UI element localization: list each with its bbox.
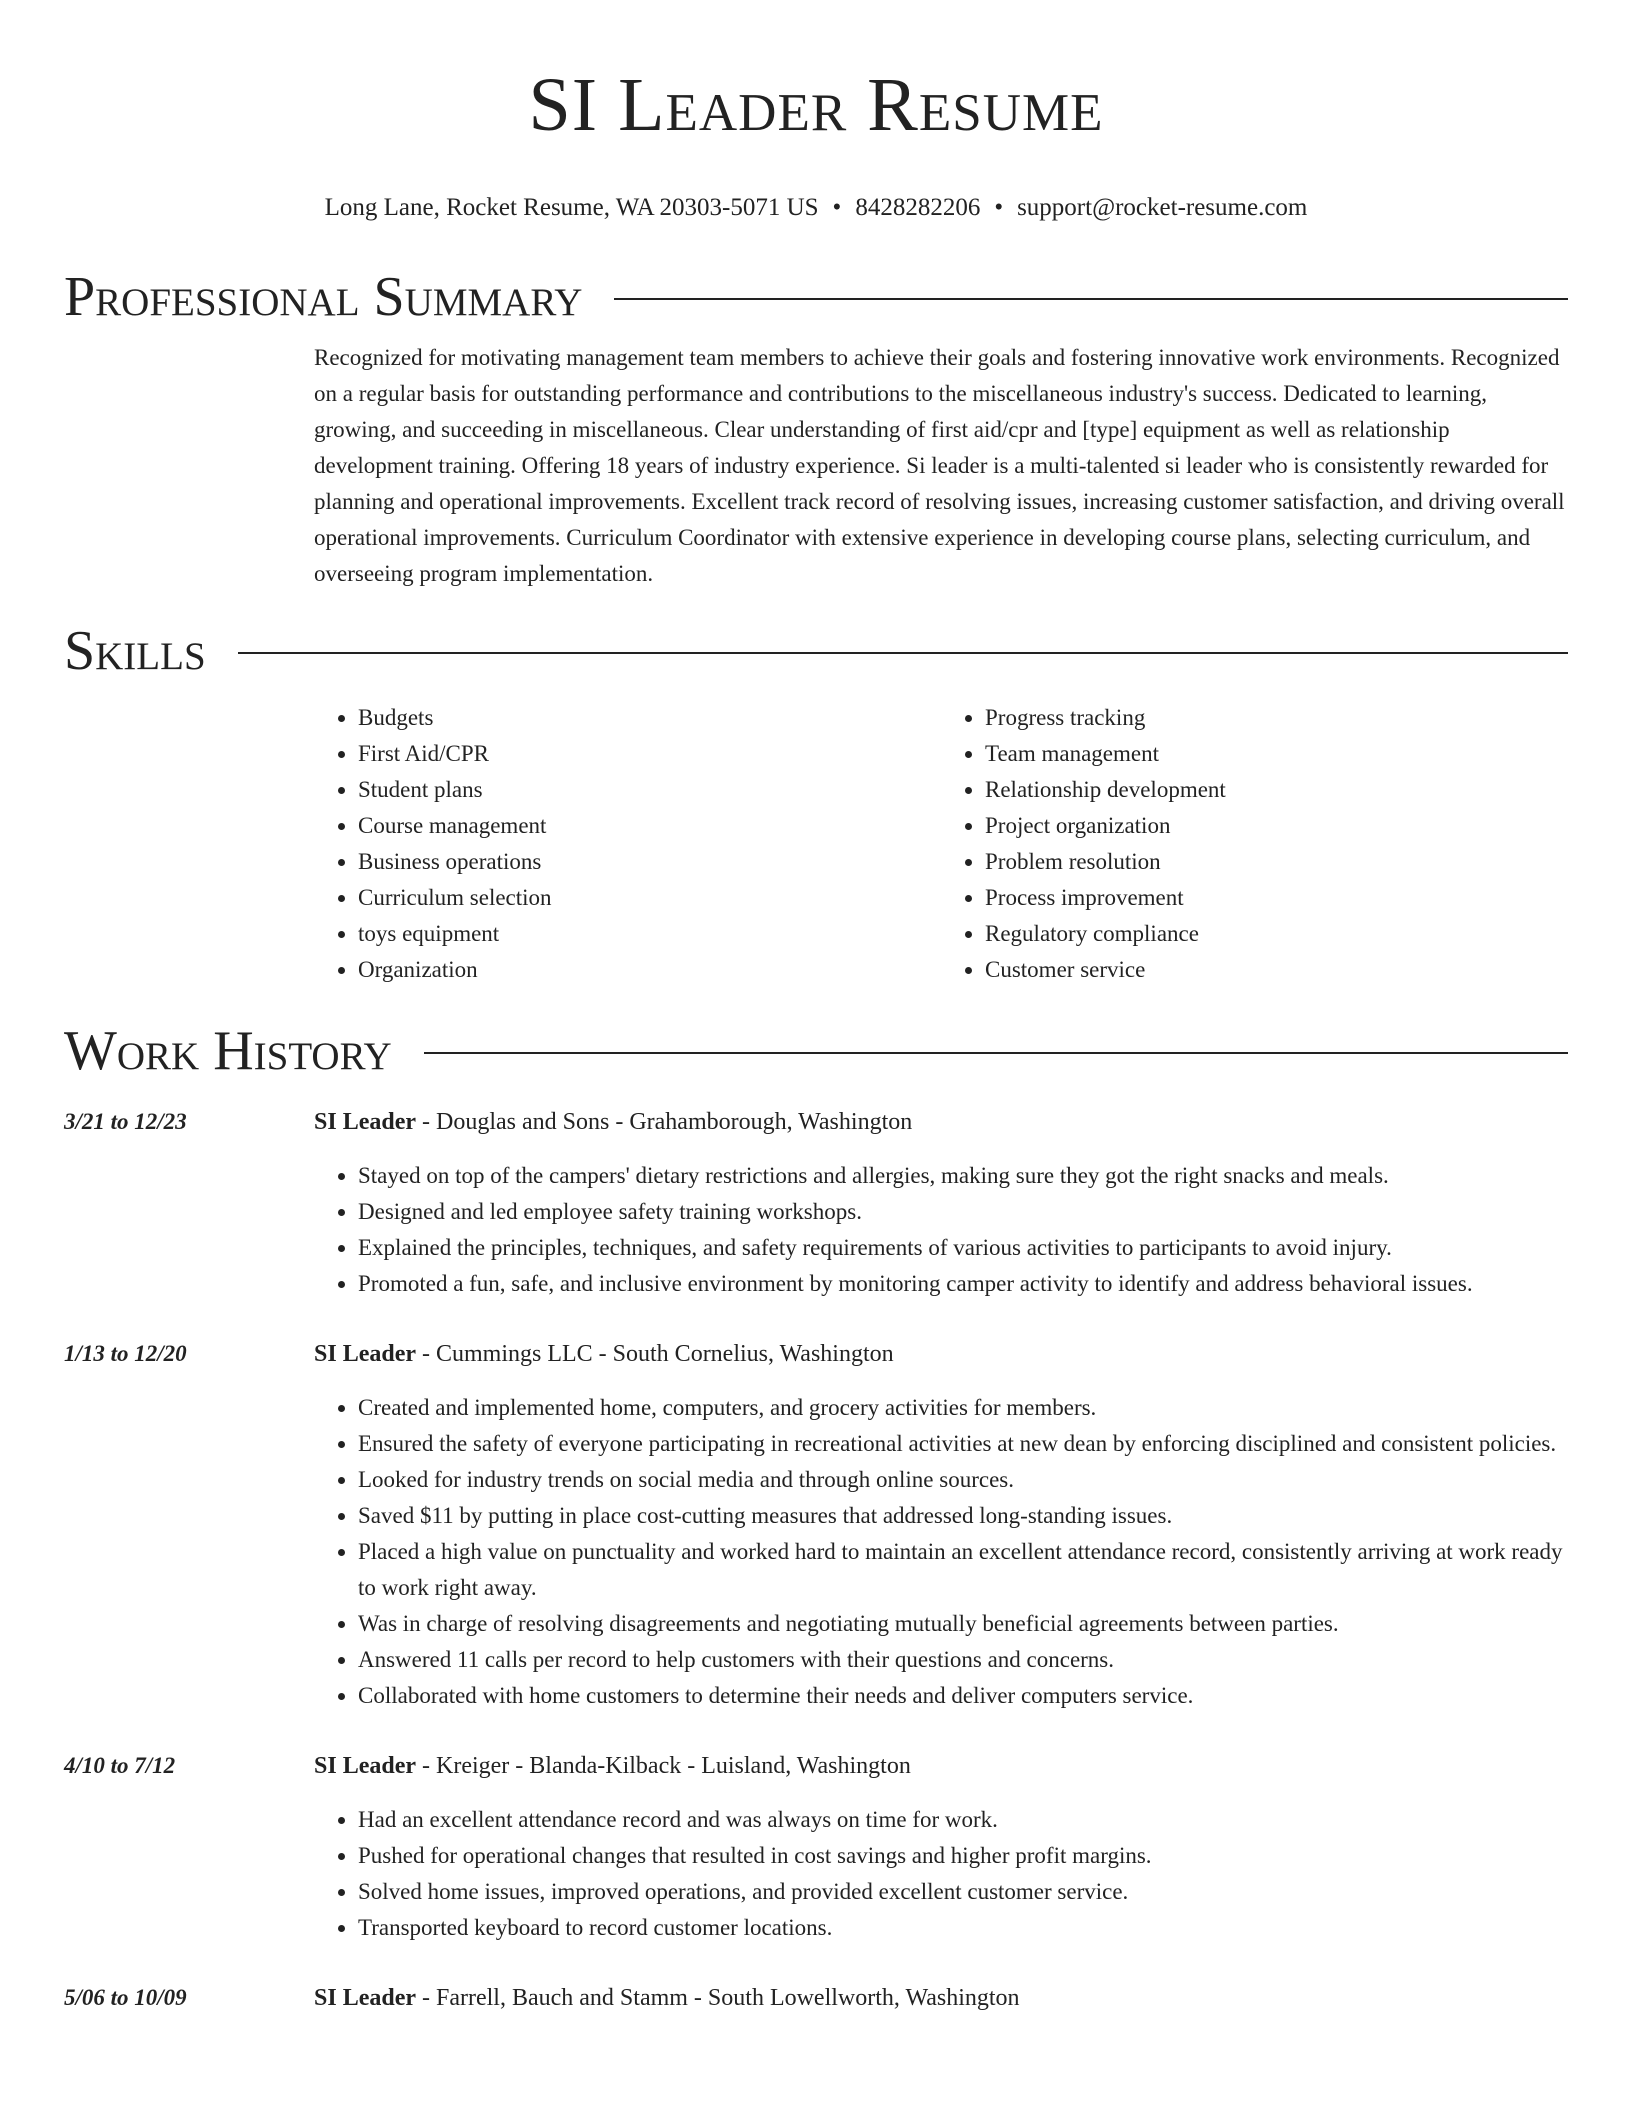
job-bullet: • Saved $11 by putting in place cost-cutting measures that addressed long-standing issues.	[358, 1498, 1568, 1534]
job-title: SI Leader	[314, 1985, 416, 2011]
job-entry	[64, 1748, 1568, 1946]
skill-item: • Problem resolution	[985, 844, 1568, 880]
job-details	[314, 1104, 1568, 1302]
job-bullet: • Promoted a fun, safe, and inclusive environment by monitoring camper activity to identify and address behavioral issues.	[358, 1266, 1568, 1302]
skill-item: • Organization	[358, 952, 941, 988]
skill-item: • Course management	[358, 808, 941, 844]
contact-separator: •	[832, 194, 842, 221]
section-divider	[238, 652, 1568, 654]
work-section-header	[64, 1018, 1568, 1084]
skill-item: • Student plans	[358, 772, 941, 808]
job-bullet: • Explained the principles, techniques, and safety requirements of various activities to participants to avoid injury.	[358, 1230, 1568, 1266]
job-details	[314, 1748, 1568, 1946]
job-employer: - Cummings LLC - South Cornelius, Washington	[416, 1341, 894, 1367]
section-divider	[424, 1052, 1568, 1054]
skill-item: • First Aid/CPR	[358, 736, 941, 772]
job-dates: 1/13 to 12/20	[64, 1341, 187, 1366]
summary-text: Recognized for motivating management team members to achieve their goals and fostering innovative work environments. Recognized on a regular basis for outstanding performance and contributions to the miscellaneous industry's success. Dedicated to learning, growing, and succeeding in miscellaneous. Clear understanding of first aid/cpr and [type] equipment as well as relationship development training. Offering 18 years of industry experience. Si leader is a multi-talented si leader who is consistently rewarded for planning and operational improvements. Excellent track record of resolving issues, increasing customer satisfaction, and driving overall operational improvements. Curriculum Coordinator with extensive experience in developing course plans, selecting curriculum, and overseeing program implementation.	[314, 345, 1565, 586]
skill-item: • Relationship development	[985, 772, 1568, 808]
skills-heading: Skills	[64, 620, 206, 682]
job-heading	[314, 1980, 1568, 2016]
job-title: SI Leader	[314, 1109, 416, 1135]
job-details	[314, 1336, 1568, 1714]
contact-separator: •	[994, 194, 1004, 221]
job-entry	[64, 1336, 1568, 1714]
job-bullet: • Solved home issues, improved operations, and provided excellent customer service.	[358, 1874, 1568, 1910]
skills-left-column	[314, 700, 941, 988]
job-bullet: • Collaborated with home customers to determine their needs and deliver computers service.	[358, 1678, 1568, 1714]
work-history-list	[64, 1104, 1568, 2016]
job-bullet: • Answered 11 calls per record to help customers with their questions and concerns.	[358, 1642, 1568, 1678]
job-heading	[314, 1336, 1568, 1372]
job-employer: - Kreiger - Blanda-Kilback - Luisland, Washington	[416, 1753, 911, 1779]
job-bullet: • Transported keyboard to record customer locations.	[358, 1910, 1568, 1946]
job-entry	[64, 1980, 1568, 2016]
job-details	[314, 1980, 1568, 2016]
job-bullets	[314, 1802, 1568, 1946]
skill-item: • Progress tracking	[985, 700, 1568, 736]
contact-phone: 8428282206	[855, 194, 981, 221]
skill-item: • Business operations	[358, 844, 941, 880]
contact-line	[64, 192, 1568, 224]
skills-columns	[314, 700, 1568, 988]
job-bullets	[314, 1158, 1568, 1302]
job-bullet: • Stayed on top of the campers' dietary restrictions and allergies, making sure they got the right snacks and meals.	[358, 1158, 1568, 1194]
job-dates: 3/21 to 12/23	[64, 1109, 187, 1134]
skills-section-header	[64, 618, 1568, 684]
skill-item: • Budgets	[358, 700, 941, 736]
skill-item: • Project organization	[985, 808, 1568, 844]
job-bullet: • Designed and led employee safety training workshops.	[358, 1194, 1568, 1230]
contact-email: support@rocket-resume.com	[1017, 194, 1308, 221]
job-bullet: • Was in charge of resolving disagreements and negotiating mutually beneficial agreements between parties.	[358, 1606, 1568, 1642]
skill-item: • Team management	[985, 736, 1568, 772]
summary-section	[314, 340, 1568, 592]
skills-right-column	[941, 700, 1568, 988]
job-heading	[314, 1104, 1568, 1140]
job-dates: 4/10 to 7/12	[64, 1753, 176, 1778]
resume-title: SI Leader Resume	[528, 63, 1104, 147]
job-heading	[314, 1748, 1568, 1784]
job-employer: - Douglas and Sons - Grahamborough, Washington	[416, 1109, 913, 1135]
work-heading: Work History	[64, 1020, 392, 1082]
job-bullet: • Placed a high value on punctuality and worked hard to maintain an excellent attendance record, consistently arriving at work ready to work right away.	[358, 1534, 1568, 1606]
summary-heading: Professional Summary	[64, 266, 583, 328]
contact-address: Long Lane, Rocket Resume, WA 20303-5071 US	[324, 194, 819, 221]
job-bullet: • Ensured the safety of everyone participating in recreational activities at new dean by enforcing disciplined and consistent policies.	[358, 1426, 1568, 1462]
job-bullet: • Looked for industry trends on social media and through online sources.	[358, 1462, 1568, 1498]
skills-section	[314, 700, 1568, 988]
job-title: SI Leader	[314, 1341, 416, 1367]
job-employer: - Farrell, Bauch and Stamm - South Lowellworth, Washington	[416, 1985, 1020, 2011]
summary-section-header	[64, 264, 1568, 330]
job-bullet: • Had an excellent attendance record and was always on time for work.	[358, 1802, 1568, 1838]
skill-item: • Process improvement	[985, 880, 1568, 916]
skill-item: • Regulatory compliance	[985, 916, 1568, 952]
section-divider	[614, 298, 1568, 300]
job-bullets	[314, 1390, 1568, 1714]
job-dates: 5/06 to 10/09	[64, 1985, 187, 2010]
skill-item: • toys equipment	[358, 916, 941, 952]
job-entry	[64, 1104, 1568, 1302]
job-title: SI Leader	[314, 1753, 416, 1779]
skill-item: • Curriculum selection	[358, 880, 941, 916]
job-bullet: • Created and implemented home, computers, and grocery activities for members.	[358, 1390, 1568, 1426]
skill-item: • Customer service	[985, 952, 1568, 988]
job-bullet: • Pushed for operational changes that resulted in cost savings and higher profit margins.	[358, 1838, 1568, 1874]
